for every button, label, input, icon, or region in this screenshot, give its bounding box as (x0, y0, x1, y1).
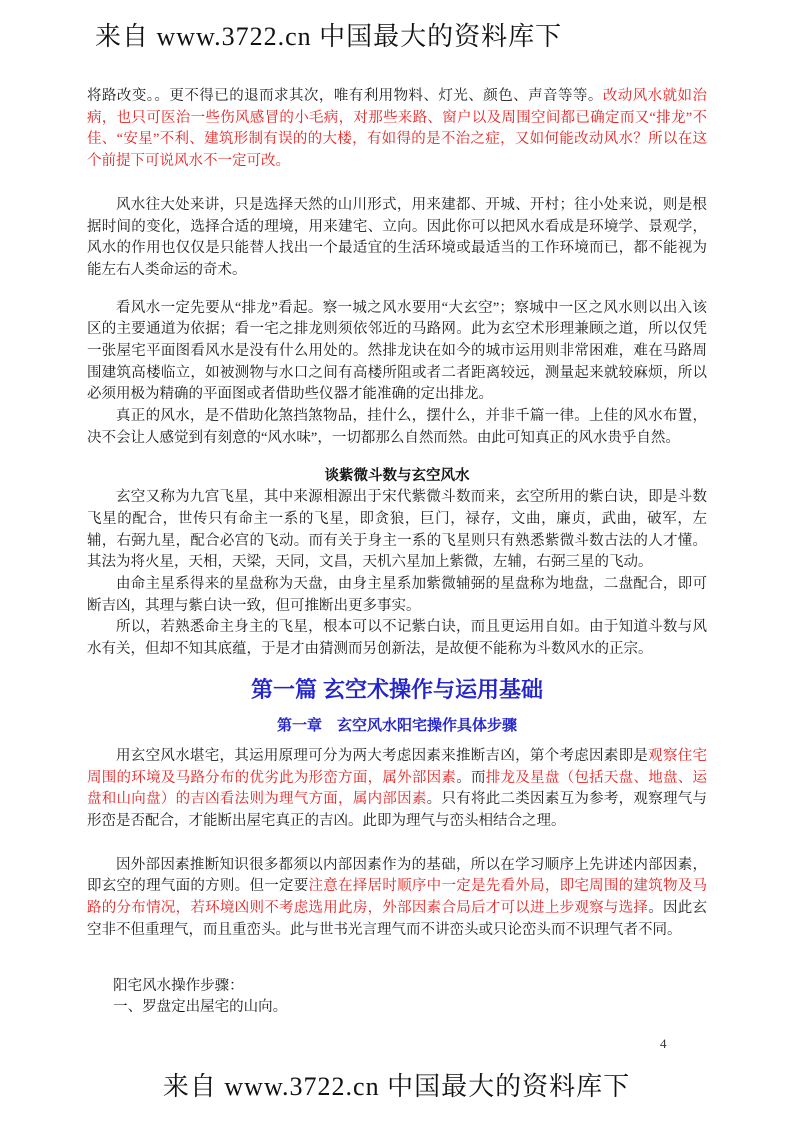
text-run: 。而 (456, 769, 486, 786)
document-body (87, 86, 707, 1019)
text-run: 。只有将此二类因素互为参考，观察理气与形峦是否配合，才能断出屋宅真正的吉凶。此即为理气与峦头相结合之理。 (87, 791, 707, 829)
document-header (95, 16, 562, 53)
text-run: 看风水一定先要从“排龙”看起。察一城之风水要用“大玄空”；察城中一区之风水则以出入该区的主要通道为依据；看一宅之排龙则须依邻近的马路网。此为玄空术形理兼顾之道，所以仅凭一张屋宅平面图看风水是没有什么用处的。然排龙诀在如今的城市运用则非常困难，难在马路周围建筑高楼临立，如被测物与水口之间有高楼所阻或者二者距离较远，测量起来就较麻烦，所以必须用极为精确的平面图或者借助些仪器才能准确的定出排龙。 (87, 299, 707, 403)
text-run: 真正的风水，是不借助化煞挡煞物品，挂什么，摆什么，并非千篇一律。上佳的风水布置，决不会让人感觉到有刻意的“风水味”，一切都那么自然而然。由此可知真正的风水贵乎自然。 (87, 408, 707, 446)
text-run: 由命主星系得来的星盘称为天盘，由身主星系加紫微辅弼的星盘称为地盘，二盘配合，即可断吉凶，其理与紫白诀一致，但可推断出更多事实。 (87, 576, 707, 614)
paragraph-6 (87, 574, 707, 617)
text-run: 。因此玄空非不但重理气，而且重峦头。此与世书光言理气而不讲峦头或只论峦头而不识理气者不同。 (87, 900, 708, 938)
footer-site-text: 来自 www.3722.cn 中国最大的资料库下 (162, 1072, 631, 1101)
text-run-red: 注意在择居时顺序中一定是先看外局，即宅周围的建筑物及马路的分布情况，若环境凶则不考虑选用此房，外部因素合局后才可以进上步观察与选择 (87, 878, 708, 917)
paragraph-4 (87, 406, 707, 449)
paragraph-9 (87, 855, 707, 942)
steps-heading: 阳宅风水操作步骤： (113, 977, 244, 994)
text-run-red: 排龙及星盘（包括天盘、地盘、运盘和山向盘）的吉凶看法则为理气方面，属内部因素 (87, 769, 708, 808)
text-run: 因外部因素推断知识很多都须以内部因素作为的基础，所以在学习顺序上先讲述内部因素，即玄空的理气面的方则。但一定要 (87, 856, 707, 895)
paragraph-7 (87, 617, 707, 660)
text-run: 用玄空风水堪宅，其运用原理可分为两大考虑因素来推断吉凶，第个考虑因素即是 (116, 747, 649, 764)
text-run: 风水往大处来讲，只是选择天然的山川形式，用来建都、开城、开村；往小处来说，则是根据时间的变化，选择合适的理境，用来建宅、立向。因此你可以把风水看成是环境学、景观学，风水的作用也仅仅是只能替人找出一个最适宜的生活环境或最适当的工作环境而已，都不能视为能左右人类命运的奇术。 (87, 196, 707, 278)
paragraph-3 (87, 298, 707, 407)
paragraph-1 (87, 86, 707, 173)
section-heading: 谈紫微斗数与玄空风水 (324, 467, 470, 484)
chapter-title: 第一章 玄空风水阳宅操作具体步骤 (276, 716, 517, 734)
paragraph-5 (87, 487, 707, 574)
text-run-red: 改动风水就如治病，也只可医治一些伤风感冒的小毛病，对那些来路、窗户以及周围空间都已确定而又“排龙”不佳、“安星”不利、建筑形制有误的的大楼，有如得的是不治之症，又如何能改动风水？所以在这个前提下可说风水不一定可改。 (87, 88, 707, 170)
text-run: 将路改变。。更不得已的退而求其次，唯有利用物料、灯光、颜色、声音等等。 (87, 88, 603, 104)
page-number: 4 (660, 1036, 667, 1051)
text-run: 玄空又称为九宫飞星，其中来源相源出于宋代紫微斗数而来，玄空所用的紫白诀，即是斗数飞星的配合，世传只有命主一系的飞星，即贪狼，巨门，禄存，文曲，廉贞，武曲，破军，左辅，右弼九星，配合必宫的飞动。而有关于身主一系的飞星则只有熟悉紫微斗数古法的人才懂。其法为将火星，天相，天梁，天同，文昌，天机六星加上紫微，左辅，右弼三星的飞动。 (87, 489, 707, 571)
document-footer (0, 1066, 793, 1103)
steps-block (87, 976, 707, 1019)
steps-item-1: 一、罗盘定出屋宅的山向。 (113, 999, 288, 1016)
part-title: 第一篇 玄空术操作与运用基础 (250, 676, 544, 702)
header-site-text: 来自 www.3722.cn 中国最大的资料库下 (95, 22, 563, 51)
text-run: 所以，若熟悉命主身主的飞星，根本可以不记紫白诀，而且更运用自如。由于知道斗数与风水有关，但却不知其底蕴，于是才由猜测而另创新法，是故便不能称为斗数风水的正宗。 (87, 619, 707, 658)
paragraph-2 (87, 195, 707, 282)
paragraph-8 (87, 746, 707, 833)
text-run-red: 观察住宅周围的环境及马路分布的优劣此为形峦方面，属外部因素 (87, 747, 708, 786)
